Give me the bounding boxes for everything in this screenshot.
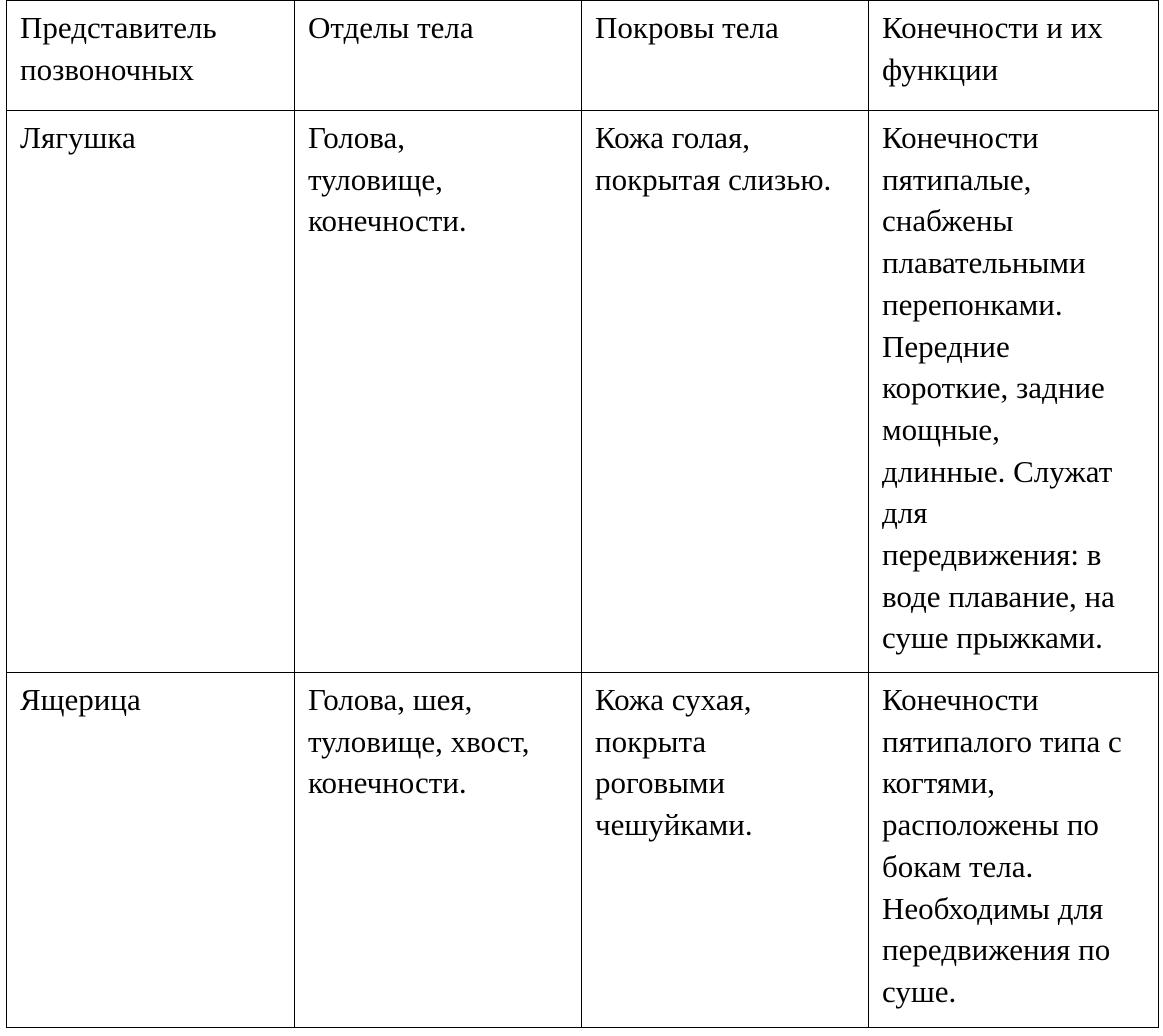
- frog-limbs-text: Конечности пятипалые, снабжены плавательными перепонками. Передние короткие, задние мощные, длинные. Служат для передвижения: в воде плавание, на суше прыжками.: [882, 120, 1115, 656]
- header-representative-text: Представитель позвоночных: [20, 10, 217, 87]
- cell-lizard-representative: [7, 673, 295, 1028]
- table-header-row: [7, 1, 1159, 111]
- frog-representative-text: Лягушка: [20, 120, 136, 155]
- header-limbs-text: Конечности и их функции: [882, 10, 1103, 87]
- header-body-parts-text: Отделы тела: [308, 10, 474, 45]
- frog-body-parts-text: Голова, туловище, конечности.: [308, 120, 467, 239]
- table-row-frog: [7, 111, 1159, 673]
- vertebrates-comparison-table: [6, 0, 1159, 1028]
- cell-lizard-integument: [582, 673, 869, 1028]
- header-cell-representative: [7, 1, 295, 111]
- cell-frog-limbs: [869, 111, 1159, 673]
- cell-lizard-body-parts: [295, 673, 582, 1028]
- cell-frog-representative: [7, 111, 295, 673]
- cell-lizard-limbs: [869, 673, 1159, 1028]
- lizard-representative-text: Ящерица: [20, 682, 141, 717]
- header-cell-integument: [582, 1, 869, 111]
- header-integument-text: Покровы тела: [595, 10, 779, 45]
- header-cell-body-parts: [295, 1, 582, 111]
- header-cell-limbs: [869, 1, 1159, 111]
- lizard-integument-text: Кожа сухая, покрыта роговыми чешуйками.: [595, 682, 753, 843]
- lizard-limbs-text: Конечности пятипалого типа с когтями, расположены по бокам тела. Необходимы для передвижения по суше.: [882, 682, 1122, 1009]
- table-row-lizard: [7, 673, 1159, 1028]
- cell-frog-integument: [582, 111, 869, 673]
- frog-integument-text: Кожа голая, покрытая слизью.: [595, 120, 832, 197]
- cell-frog-body-parts: [295, 111, 582, 673]
- lizard-body-parts-text: Голова, шея, туловище, хвост, конечности.: [308, 682, 530, 801]
